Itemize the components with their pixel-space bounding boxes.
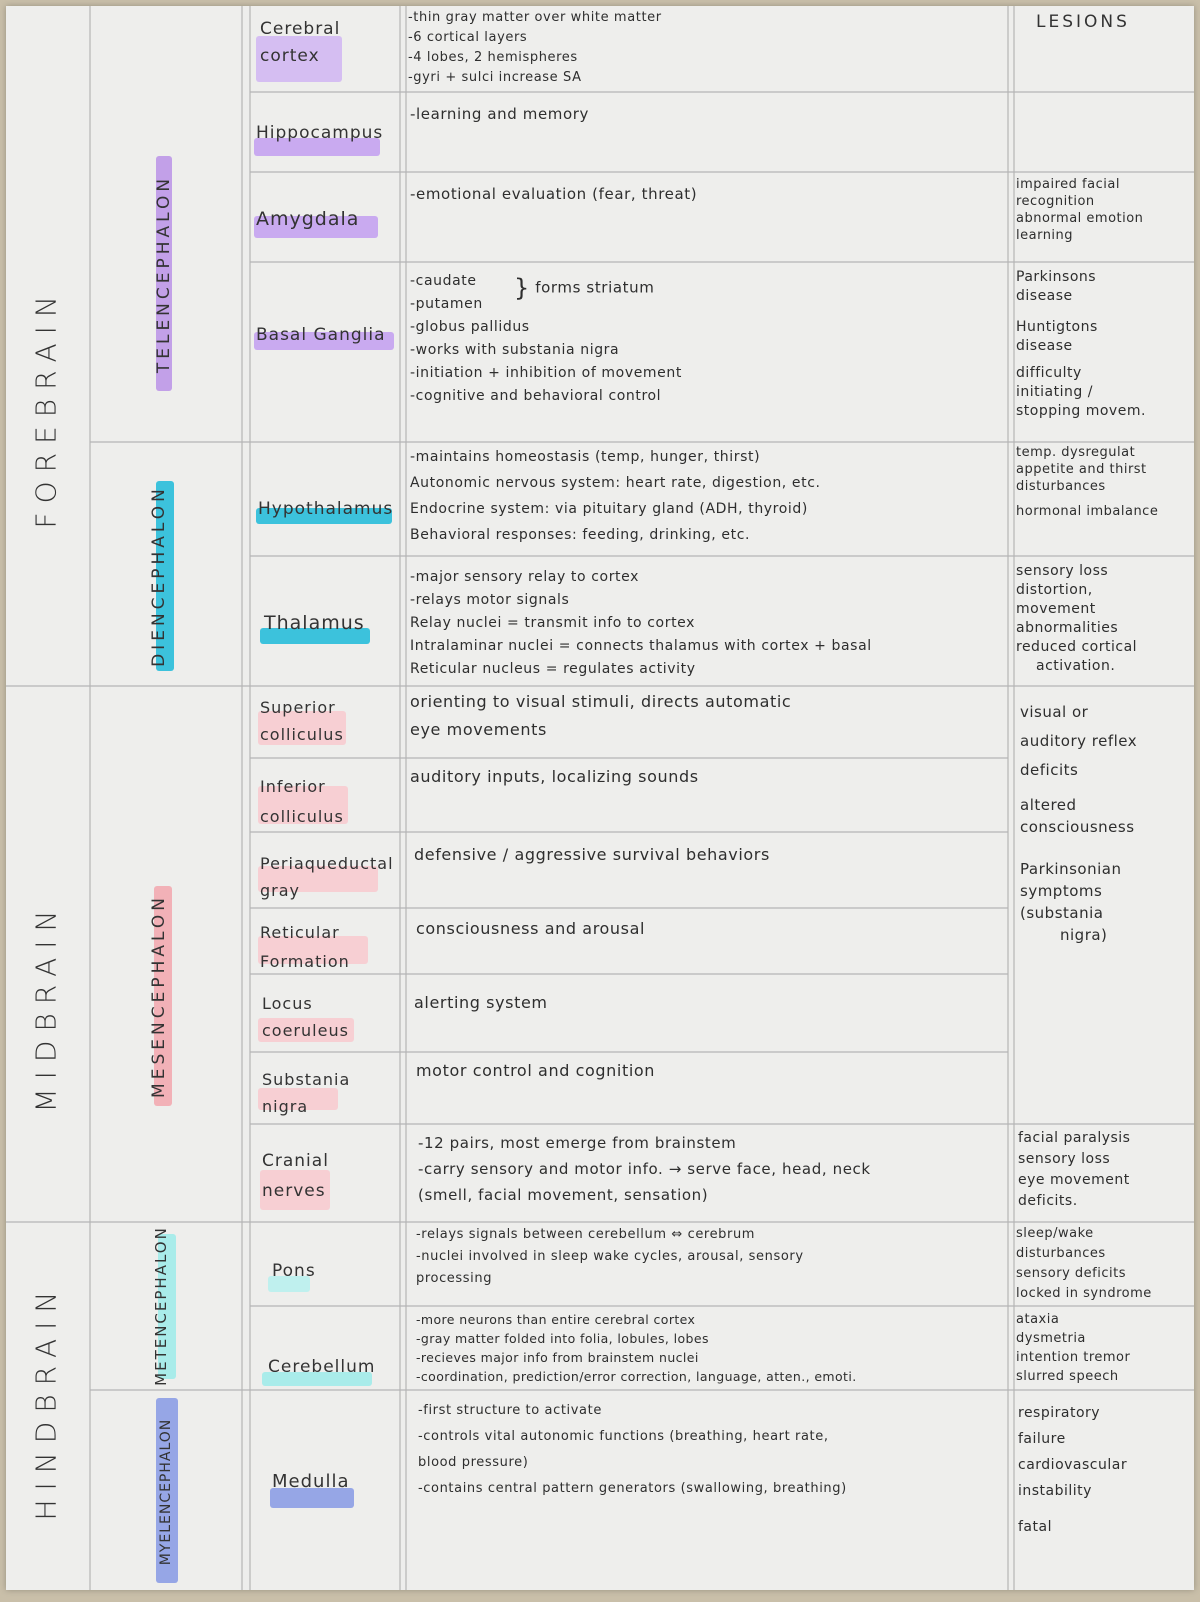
lesions-inferior-colliculus: altered consciousness <box>1020 796 1135 836</box>
description-medulla: -first structure to activate -controls vital autonomic functions (breathing, heart rate, blood pressure) -contains central pattern generators (swallowing, breathing) <box>418 1403 847 1496</box>
structure-pons: Pons <box>272 1261 316 1281</box>
lesions-cerebellum: ataxia dysmetria intention tremor slurred speech <box>1016 1312 1131 1384</box>
structure-medulla: Medulla <box>272 1471 350 1492</box>
lesions-hypothalamus: temp. dysregulat appetite and thirst disturbances hormonal imbalance <box>1016 445 1159 519</box>
structure-amygdala: Amygdala <box>256 208 360 230</box>
subdivision-mesencephalon: MESENCEPHALON <box>149 894 169 1098</box>
structure-superior-colliculus: Superior colliculus <box>260 698 344 744</box>
description-basal-ganglia: -caudate -putamen -globus pallidus -works with substania nigra -initiation + inhibition of movement -cognitive and behavioral control <box>410 273 682 404</box>
structure-cerebellum: Cerebellum <box>268 1357 376 1377</box>
description-amygdala: -emotional evaluation (fear, threat) <box>410 185 698 203</box>
structure-substania-nigra: Substania nigra <box>262 1070 351 1116</box>
region-hindbrain: HINDBRAIN <box>29 1282 63 1521</box>
notebook-page <box>6 6 1194 1590</box>
lesions-periaqueductal-gray: Parkinsonian symptoms (substania nigra) <box>1020 860 1122 944</box>
subdivision-telencephalon: TELENCEPHALON <box>154 174 174 374</box>
structure-periaqueductal-gray: Periaqueductal gray <box>260 854 394 900</box>
lesions-cranial-nerves: facial paralysis sensory loss eye movement deficits. <box>1018 1130 1131 1209</box>
description-superior-colliculus: orienting to visual stimuli, directs automatic eye movements <box>410 692 792 739</box>
description-inferior-colliculus: auditory inputs, localizing sounds <box>410 767 699 786</box>
lesions-header: LESIONS <box>1036 12 1130 32</box>
subdivision-myelencephalon: MYELENCEPHALON <box>158 1418 174 1566</box>
structure-cerebral-cortex: Cerebral cortex <box>260 19 341 66</box>
lesions-thalamus: sensory loss distortion, movement abnormalities reduced cortical activation. <box>1016 563 1138 674</box>
lesions-superior-colliculus: visual or auditory reflex deficits <box>1020 703 1138 779</box>
structure-inferior-colliculus: Inferior colliculus <box>260 777 344 826</box>
description-cranial-nerves: -12 pairs, most emerge from brainstem -carry sensory and motor info. → serve face, head, neck (smell, facial movement, sensation) <box>418 1134 871 1204</box>
description-pons: -relays signals between cerebellum ⇔ cerebrum -nuclei involved in sleep wake cycles, arousal, sensory processing <box>416 1227 804 1286</box>
lesions-basal-ganglia: Parkinsons disease Huntigtons disease difficulty initiating / stopping movem. <box>1016 269 1146 419</box>
subdivision-metencephalon: METENCEPHALON <box>152 1226 170 1386</box>
lesions-medulla: respiratory failure cardiovascular instability fatal <box>1018 1405 1128 1535</box>
description-cerebral-cortex: -thin gray matter over white matter -6 cortical layers -4 lobes, 2 hemispheres -gyri + sulci increase SA <box>408 10 662 85</box>
description-hypothalamus: -maintains homeostasis (temp, hunger, thirst) Autonomic nervous system: heart rate, digestion, etc. Endocrine system: via pituitary gland (ADH, thyroid) Behavioral responses: feeding, drinking, etc. <box>410 449 821 543</box>
description-periaqueductal-gray: defensive / aggressive survival behaviors <box>414 845 770 864</box>
description-substania-nigra: motor control and cognition <box>416 1061 656 1080</box>
region-forebrain: FOREBRAIN <box>29 287 63 529</box>
structure-cranial-nerves: Cranial nerves <box>262 1151 329 1201</box>
subdivision-diencephalon: DIENCEPHALON <box>149 485 169 667</box>
structure-hippocampus: Hippocampus <box>256 123 384 143</box>
lesions-pons: sleep/wake disturbances sensory deficits locked in syndrome <box>1016 1226 1152 1301</box>
region-midbrain: MIDBRAIN <box>29 901 63 1113</box>
description-thalamus: -major sensory relay to cortex -relays motor signals Relay nuclei = transmit info to cortex Intralaminar nuclei = connects thalamus with cortex + basal Reticular nucleus = regulates activity <box>410 569 872 677</box>
structure-thalamus: Thalamus <box>264 612 365 634</box>
description-hippocampus: -learning and memory <box>410 105 590 123</box>
description-locus-coeruleus: alerting system <box>414 993 548 1012</box>
structure-basal-ganglia: Basal Ganglia <box>256 325 386 345</box>
description-cerebellum: -more neurons than entire cerebral cortex -gray matter folded into folia, lobules, lobes -recieves major info from brainstem nuclei -coordination, prediction/error correction, language, atten., emoti. <box>416 1312 857 1384</box>
lesions-amygdala: impaired facial recognition abnormal emotion learning <box>1016 177 1144 243</box>
structure-hypothalamus: Hypothalamus <box>258 499 394 519</box>
description-reticular-formation: consciousness and arousal <box>416 919 646 938</box>
structure-locus-coeruleus: Locus coeruleus <box>262 994 349 1040</box>
structure-reticular-formation: Reticular Formation <box>260 923 350 971</box>
striatum-bracket-note: } forms striatum <box>514 274 655 302</box>
